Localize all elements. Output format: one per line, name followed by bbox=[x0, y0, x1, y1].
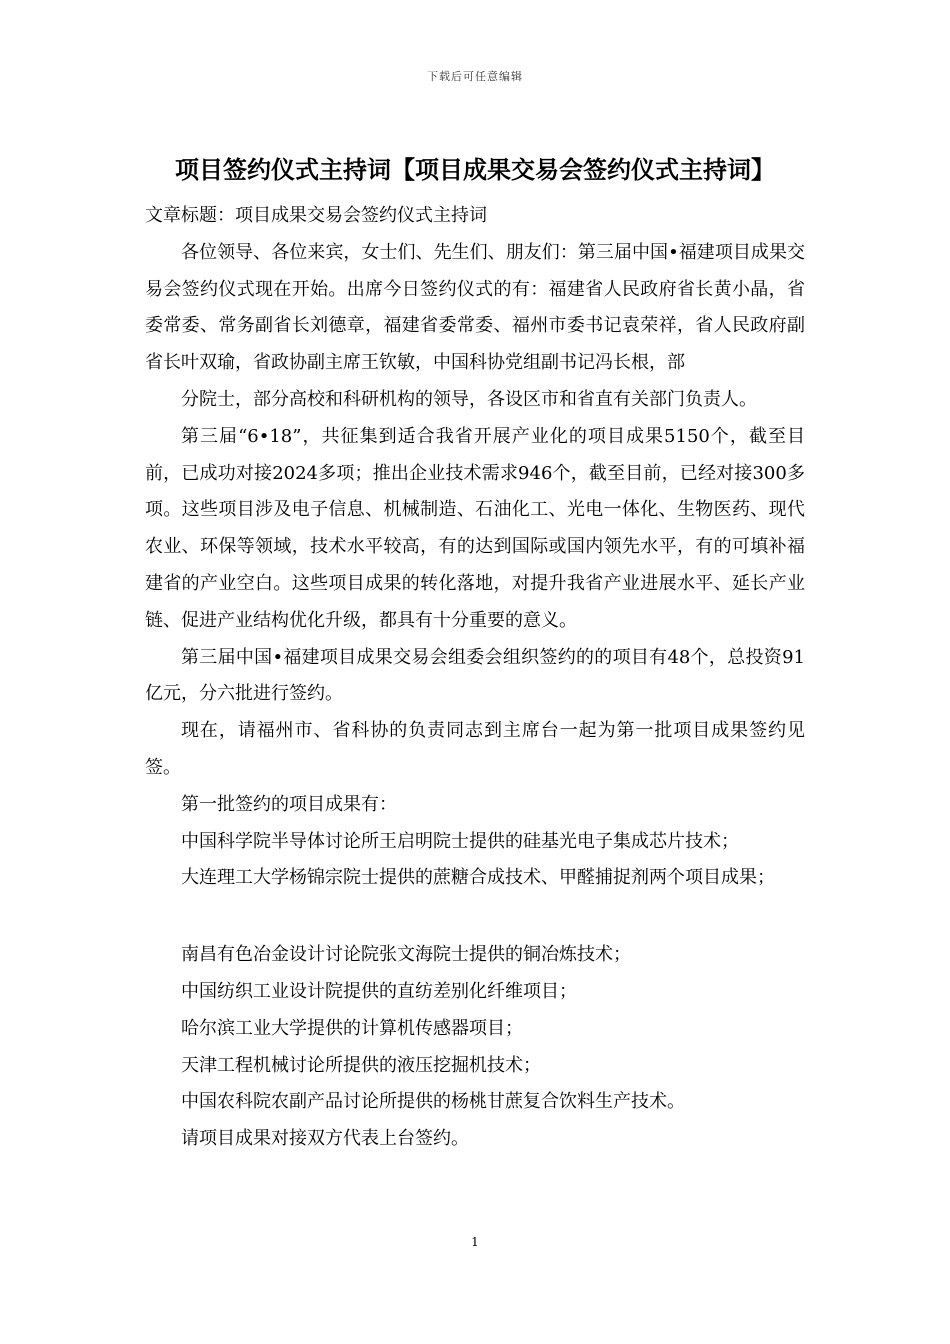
paragraph: 现在，请福州市、省科协的负责同志到主席台一起为第一批项目成果签约见签。 bbox=[145, 720, 805, 778]
list-item: 中国科学院半导体讨论所王启明院士提供的硅基光电子集成芯片技术； bbox=[181, 830, 739, 852]
document-body bbox=[145, 198, 805, 1158]
paragraph: 请项目成果对接双方代表上台签约。 bbox=[181, 1128, 469, 1150]
list-item: 大连理工大学杨锦宗院士提供的蔗糖合成技术、甲醛捕捉剂两个项目成果； bbox=[181, 867, 775, 889]
blank-line bbox=[145, 897, 805, 937]
list-item: 中国农科院农副产品讨论所提供的杨桃甘蔗复合饮料生产技术。 bbox=[181, 1091, 685, 1113]
list-item: 天津工程机械讨论所提供的液压挖掘机技术； bbox=[181, 1054, 541, 1076]
header-note: 下载后可任意编辑 bbox=[427, 70, 523, 83]
article-title-line: 文章标题：项目成果交易会签约仪式主持词 bbox=[145, 205, 487, 226]
list-item: 中国纺织工业设计院提供的直纺差别化纤维项目； bbox=[181, 980, 577, 1002]
paragraph: 第三届中国•福建项目成果交易会组委会组织签约的的项目有48个，总投资91亿元，分六批进行签约。 bbox=[145, 646, 805, 705]
paragraph: 分院士，部分高校和科研机构的领导，各设区市和省直有关部门负责人。 bbox=[181, 388, 757, 410]
list-item: 哈尔滨工业大学提供的计算机传感器项目； bbox=[181, 1017, 523, 1039]
page-number: 1 bbox=[471, 1235, 479, 1249]
paragraph: 第三届“6•18”，共征集到适合我省开展产业化的项目成果5150个，截至目前，已成功对接2024多项；推出企业技术需求946个，截至目前，已经对接300多项。这些项目涉及电子信息、机械制造、石油化工、光电一体化、生物医药、现代农业、环保等领域，技术水平较高，有的达到国际或国内领先水平，有的可填补福建省的产业空白。这些项目成果的转化落地，对提升我省产业进展水平、延长产业链、促进产业结构优化升级，都具有十分重要的意义。 bbox=[145, 425, 805, 631]
paragraph: 第一批签约的项目成果有： bbox=[181, 793, 397, 815]
paragraph: 各位领导、各位来宾，女士们、先生们、朋友们：第三届中国•福建项目成果交易会签约仪式现在开始。出席今日签约仪式的有：福建省人民政府省长黄小晶，省委常委、常务副省长刘德章，福建省委常委、福州市委书记袁荣祥，省人民政府副省长叶双瑜，省政协副主席王钦敏，中国科协党组副书记冯长根，部 bbox=[145, 241, 805, 374]
list-item: 南昌有色冶金设计讨论院张文海院士提供的铜冶炼技术； bbox=[181, 944, 631, 966]
document-title: 项目签约仪式主持词【项目成果交易会签约仪式主持词】 bbox=[175, 155, 775, 184]
